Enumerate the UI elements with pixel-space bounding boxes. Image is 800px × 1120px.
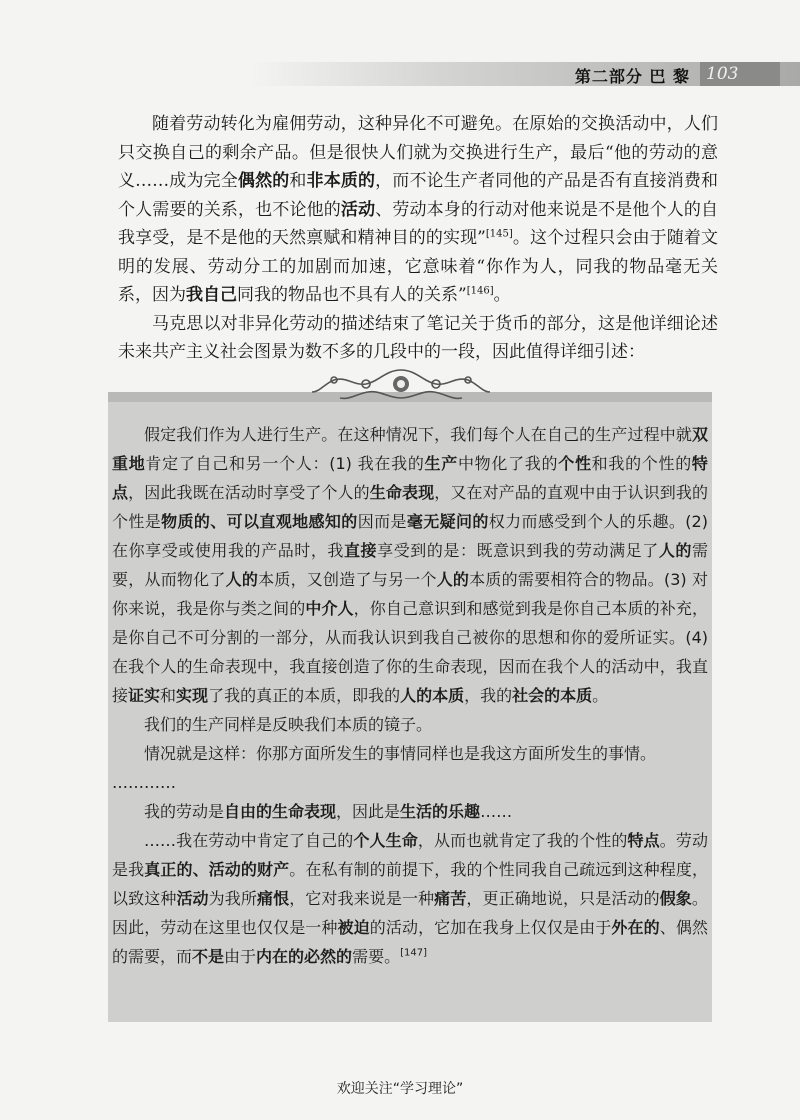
page-number: 103: [700, 62, 780, 86]
paragraph-1: 随着劳动转化为雇佣劳动，这种异化不可避免。在原始的交换活动中，人们只交换自己的剩余产品。但是很快人们就为交换进行生产，最后“他的劳动的意义……成为完全偶然的和非本质的，而不论生产者同他的产品是否有直接消费和个人需要的关系，也不论他的活动、劳动本身的行动对他来说是不是他个人的自我享受，是不是他的天然禀赋和精神目的的实现”[145]。这个过程只会由于随着文明的发展、劳动分工的加剧而加速，它意味着“你作为人，同我的物品毫无关系，因为我自己同我的物品也不具有人的关系”[146]。: [118, 114, 719, 305]
quote-paragraph-1: 假定我们作为人进行生产。在这种情况下，我们每个人在自己的生产过程中就双重地肯定了自己和另一个人：(1) 我在我的生产中物化了我的个性和我的个性的特点，因此我既在活动时享受了个人的生命表现，又在对产品的直观中由于认识到我的个性是物质的、可以直观地感知的因而是毫无疑问的权力而感受到个人的乐趣。(2) 在你享受或使用我的产品时，我直接享受到的是：既意识到我的劳动满足了人的需要，从而物化了人的本质，又创造了与另一个人的本质的需要相符合的物品。(3) 对你来说，我是你与类之间的中介人，你自己意识到和感觉到我是你自己本质的补充，是你自己不可分割的一部分，从而我认识到我自己被你的思想和你的爱所证实。(4) 在我个人的生命表现中，我直接创造了你的生命表现，因而在我个人的活动中，我直接证实和实现了我的真正的本质，即我的人的本质，我的社会的本质。: [112, 425, 708, 705]
page-footer: 欢迎关注“学习理论”: [336, 1081, 464, 1097]
ornament-divider: [306, 362, 496, 406]
paragraph-2: 马克思以对非异化劳动的描述结束了笔记关于货币的部分，这是他详细论述未来共产主义社会图景为数不多的几段中的一段，因此值得详细引述：: [118, 313, 718, 362]
running-header: [250, 62, 800, 86]
body-text: [118, 110, 718, 367]
quote-paragraph-5: 我的劳动是自由的生命表现，因此是生活的乐趣……: [144, 802, 513, 821]
quote-paragraph-2: 我们的生产同样是反映我们本质的镜子。: [144, 715, 433, 734]
footnote-ref: [147]: [400, 947, 427, 959]
footnote-ref: [145]: [485, 228, 513, 240]
quote-ellipsis: …………: [112, 773, 176, 792]
quote-paragraph-6: ……我在劳动中肯定了自己的个人生命，从而也就肯定了我的个性的特点。劳动是我真正的、活动的财产。在私有制的前提下，我的个性同我自己疏远到这种程度，以致这种活动为我所痛恨，它对我来说是一种痛苦，更正确地说，只是活动的假象。因此，劳动在这里也仅仅是一种被迫的活动，它加在我身上仅仅是由于外在的、偶然的需要，而不是由于内在的必然的需要。[147]: [112, 831, 708, 966]
quote-paragraph-3: 情况就是这样：你那方面所发生的事情同样也是我这方面所发生的事情。: [144, 744, 657, 763]
block-quote: [112, 420, 708, 971]
section-title: 第二部分 巴 黎: [574, 67, 690, 86]
footnote-ref: [146]: [466, 285, 494, 297]
